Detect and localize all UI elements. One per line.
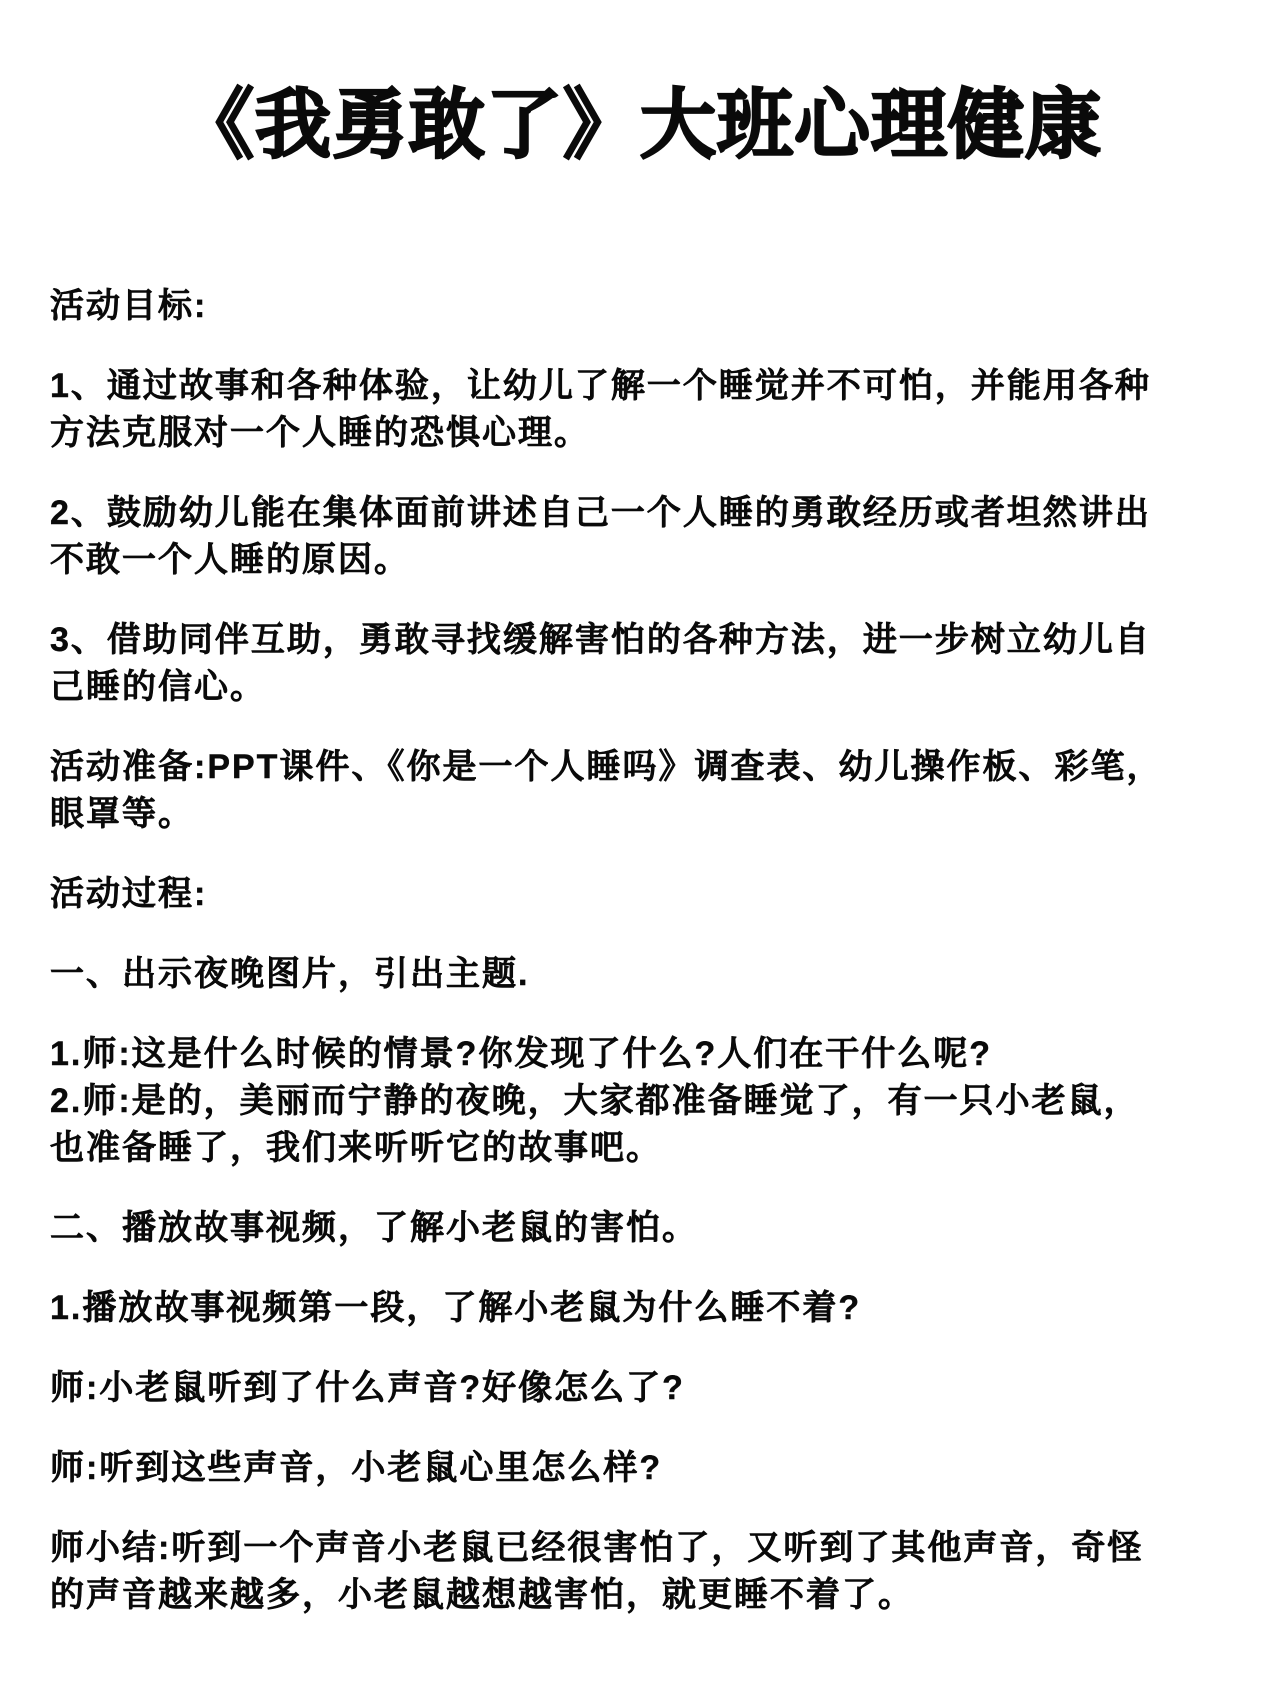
process-heading: 活动过程: (50, 875, 208, 913)
goal-item-1: 1、通过故事和各种体验，让幼儿了解一个睡觉并不可怕，并能用各种方法克服对一个人睡的恐惧心理。 (50, 367, 1151, 452)
document-body (50, 283, 1172, 1619)
teacher-question-2: 师:听到这些声音，小老鼠心里怎么样? (50, 1449, 663, 1487)
step2-heading: 二、播放故事视频，了解小老鼠的害怕。 (50, 1209, 698, 1247)
step1-dialogue (50, 1031, 1172, 1172)
goal-item-3: 3、借助同伴互助，勇敢寻找缓解害怕的各种方法，进一步树立幼儿自己睡的信心。 (50, 621, 1151, 706)
step2-item-1: 1.播放故事视频第一段，了解小老鼠为什么睡不着? (50, 1289, 862, 1327)
goal-item-2: 2、鼓励幼儿能在集体面前讲述自己一个人睡的勇敢经历或者坦然讲出不敢一个人睡的原因。 (50, 494, 1151, 579)
step1-line-2: 2.师:是的，美丽而宁静的夜晚，大家都准备睡觉了，有一只小老鼠，也准备睡了，我们来听听它的故事吧。 (50, 1082, 1140, 1167)
step1-heading: 一、出示夜晚图片，引出主题. (50, 955, 530, 993)
step1-line-1: 1.师:这是什么时候的情景?你发现了什么?人们在干什么呢? (50, 1035, 992, 1073)
teacher-question-1: 师:小老鼠听到了什么声音?好像怎么了? (50, 1369, 685, 1407)
page-title: 《我勇敢了》大班心理健康 (178, 83, 1102, 168)
goals-heading: 活动目标: (50, 287, 208, 325)
teacher-summary: 师小结:听到一个声音小老鼠已经很害怕了，又听到了其他声音，奇怪的声音越来越多，小老鼠越想越害怕，就更睡不着了。 (50, 1529, 1144, 1614)
preparation-paragraph: 活动准备:PPT课件、《你是一个人睡吗》调查表、幼儿操作板、彩笔，眼罩等。 (50, 748, 1163, 833)
